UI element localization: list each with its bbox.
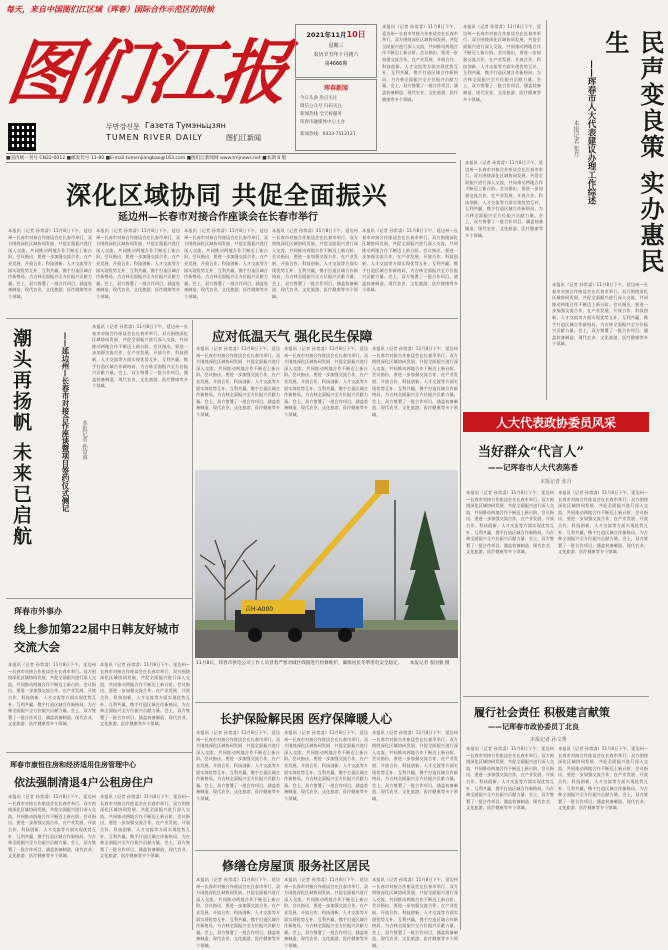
road: [195, 628, 458, 658]
story5-section: 珲春市康恒住房和经济适用住房管理中心: [10, 761, 136, 769]
hotline: 新闻热线：0433-7512121: [300, 132, 356, 137]
story2-text: 本报讯（记者 孙常睿）11月8日下午，延边州—长春市对接合作座谈会在长春市举行。双方围绕深化区域协同发展、共促全面振兴进行深入交流，共同推动两地合作不断迈上新台阶。会议指出，要进一步加强交流合作，在产业发展、开放合作、科技创新、人才交流等方面实现优势互补、互利共赢，携手打造区域合作新格局，为吉林全面振兴全方位振兴贡献力量。会上，双方签署了一批合作项目，涵盖装备制造、现代农业、文化旅游、医疗健康等多个领域。: [372, 346, 458, 417]
date-box: [295, 24, 377, 78]
right-col-text: 本报讯（记者 孙常睿）11月8日下午，延边州—长春市对接合作座谈会在长春市举行。双方围绕深化区域协同发展、共促全面振兴进行深入交流，共同推动两地合作不断迈上新台阶。会议指出，要进一步加强交流合作，在产业发展、开放合作、科技创新、人才交流等方面实现优势互补、互利共赢，携手打造区域合作新格局，为吉林全面振兴全方位振兴贡献力量。会上，双方签署了一批合作项目，涵盖装备制造、现代农业、文化旅游、医疗健康等多个领域。: [558, 746, 648, 811]
story3-section: 珲春市外事办: [14, 607, 62, 616]
news-box-line: 珲春市融媒体中心主办: [300, 120, 345, 125]
right-col-text: 本报讯（记者 孙常睿）11月8日下午，延边州—长春市对接合作座谈会在长春市举行。双方围绕深化区域协同发展、共促全面振兴进行深入交流，共同推动两地合作不断迈上新台阶。会议指出，要进一步加强交流合作，在产业发展、开放合作、科技创新、人才交流等方面实现优势互补、互利共赢，携手打造区域合作新格局，为吉林全面振兴全方位振兴贡献力量。会上，双方签署了一批合作项目，涵盖装备制造、现代农业、文化旅游、医疗健康等多个领域。: [466, 746, 554, 811]
section-badge: [463, 412, 649, 432]
masthead-slogan: 每天，来自中国图们江区域（珲春）国际合作示范区的问候: [6, 5, 214, 14]
lead-text-col: 本报讯（记者 孙常睿）11月8日下午，延边州—长春市对接合作座谈会在长春市举行。双方围绕深化区域协同发展、共促全面振兴进行深入交流，共同推动两地合作不断迈上新台阶。会议指出，要进一步加强交流合作，在产业发展、开放合作、科技创新、人才交流等方面实现优势互补、互利共赢，携手打造区域合作新格局，为吉林全面振兴全方位振兴贡献力量。会上，双方签署了一批合作项目，涵盖装备制造、现代农业、文化旅游、医疗健康等多个领域。: [272, 228, 358, 299]
news-box-line: 新闻热线 全天候服务: [300, 112, 342, 117]
story5-text: 本报讯（记者 孙常睿）11月8日下午，延边州—长春市对接合作座谈会在长春市举行。双方围绕深化区域协同发展、共促全面振兴进行深入交流，共同推动两地合作不断迈上新台阶。会议指出，要进一步加强交流合作，在产业发展、开放合作、科技创新、人才交流等方面实现优势互补、互利共赢，携手打造区域合作新格局，为吉林全面振兴全方位振兴贡献力量。会上，双方签署了一批合作项目，涵盖装备制造、现代农业、文化旅游、医疗健康等多个领域。: [100, 794, 190, 859]
right-col-text: 本报讯（记者 孙常睿）11月8日下午，延边州—长春市对接合作座谈会在长春市举行。双方围绕深化区域协同发展、共促全面振兴进行深入交流，共同推动两地合作不断迈上新台阶。会议指出，要进一步加强交流合作，在产业发展、开放合作、科技创新、人才交流等方面实现优势互补、互利共赢，携手打造区域合作新格局，为吉林全面振兴全方位振兴贡献力量。会上，双方签署了一批合作项目，涵盖装备制造、现代农业、文化旅游、医疗健康等多个领域。: [465, 160, 543, 238]
lead-subhead: 延边州—长春市对接合作座谈会在长春市举行: [118, 212, 318, 223]
info-strip: ■国内统一刊号 CN22-0012 ■邮发代号 11-80 ■E-mail:tumenjiangbao@163.com ■图们江新闻网 www.tmjnews.net ■本期 8 版: [6, 153, 456, 163]
masthead-english: TUMEN RIVER DAILY: [106, 133, 203, 142]
story3-text: 本报讯（记者 孙常睿）11月8日下午，延边州—长春市对接合作座谈会在长春市举行。双方围绕深化区域协同发展、共促全面振兴进行深入交流，共同推动两地合作不断迈上新台阶。会议指出，要进一步加强交流合作，在产业发展、开放合作、科技创新、人才交流等方面实现优势互补、互利共赢，携手打造区域合作新格局，为吉林全面振兴全方位振兴贡献力量。会上，双方签署了一批合作项目，涵盖装备制造、现代农业、文化旅游、医疗健康等多个领域。: [100, 662, 190, 727]
right-byline-1: 本报记者 张月: [572, 120, 579, 158]
side-story-subhead: ——延边州—长春市对接合作座谈暨项目签约仪式侧记: [61, 332, 70, 512]
lead-text-col: 本报讯（记者 孙常睿）11月8日下午，延边州—长春市对接合作座谈会在长春市举行。双方围绕深化区域协同发展、共促全面振兴进行深入交流，共同推动两地合作不断迈上新台阶。会议指出，要进一步加强交流合作，在产业发展、开放合作、科技创新、人才交流等方面实现优势互补、互利共赢，携手打造区域合作新格局，为吉林全面振兴全方位振兴贡献力量。会上，双方签署了一批合作项目，涵盖装备制造、现代农业、文化旅游、医疗健康等多个领域。: [184, 228, 268, 299]
right-headline-2: 当好群众“代言人”: [478, 445, 584, 460]
photo-caption-text: 11月8日，珲春市供电公司工作人员冒着严寒对城区线路进行检修维护，确保居民冬季用电安全稳定。: [196, 661, 403, 666]
masthead-russian: Газета Тумэньцзян: [145, 121, 226, 130]
right-col-text: 本报讯（记者 孙常睿）11月8日下午，延边州—长春市对接合作座谈会在长春市举行。双方围绕深化区域协同发展、共促全面振兴进行深入交流，共同推动两地合作不断迈上新台阶。会议指出，要进一步加强交流合作，在产业发展、开放合作、科技创新、人才交流等方面实现优势互补、互利共赢，携手打造区域合作新格局，为吉林全面振兴全方位振兴贡献力量。会上，双方签署了一批合作项目，涵盖装备制造、现代农业、文化旅游、医疗健康等多个领域。: [552, 282, 648, 347]
lead-text-col: 本报讯（记者 孙常睿）11月8日下午，延边州—长春市对接合作座谈会在长春市举行。双方围绕深化区域协同发展、共促全面振兴进行深入交流，共同推动两地合作不断迈上新台阶。会议指出，要进一步加强交流合作，在产业发展、开放合作、科技创新、人才交流等方面实现优势互补、互利共赢，携手打造区域合作新格局，为吉林全面振兴全方位振兴贡献力量。会上，双方签署了一批合作项目，涵盖装备制造、现代农业、文化旅游、医疗健康等多个领域。: [8, 228, 92, 299]
side-story-text: 本报讯（记者 孙常睿）11月8日下午，延边州—长春市对接合作座谈会在长春市举行。双方围绕深化区域协同发展、共促全面振兴进行深入交流，共同推动两地合作不断迈上新台阶。会议指出，要进一步加强交流合作，在产业发展、开放合作、科技创新、人才交流等方面实现优势互补、互利共赢，携手打造区域合作新格局，为吉林全面振兴全方位振兴贡献力量。会上，双方签署了一批合作项目，涵盖装备制造、现代农业、文化旅游、医疗健康等多个领域。: [92, 324, 188, 389]
side-story-headline: 潮头再扬帆 未来已启航: [10, 328, 32, 547]
app-name: 图们江新闻: [226, 134, 261, 142]
newspaper-logo: [2, 31, 294, 118]
story4-text: 本报讯（记者 孙常睿）11月8日下午，延边州—长春市对接合作座谈会在长春市举行。双方围绕深化区域协同发展、共促全面振兴进行深入交流，共同推动两地合作不断迈上新台阶。会议指出，要进一步加强交流合作，在产业发展、开放合作、科技创新、人才交流等方面实现优势互补、互利共赢，携手打造区域合作新格局，为吉林全面振兴全方位振兴贡献力量。会上，双方签署了一批合作项目，涵盖装备制造、现代农业、文化旅游、医疗健康等多个领域。: [372, 730, 458, 801]
story6-text: 本报讯（记者 孙常睿）11月8日下午，延边州—长春市对接合作座谈会在长春市举行。双方围绕深化区域协同发展、共促全面振兴进行深入交流，共同推动两地合作不断迈上新台阶。会议指出，要进一步加强交流合作，在产业发展、开放合作、科技创新、人才交流等方面实现优势互补、互利共赢，携手打造区域合作新格局，为吉林全面振兴全方位振兴贡献力量。会上，双方签署了一批合作项目，涵盖装备制造、现代农业、文化旅游、医疗健康等多个领域。: [196, 877, 280, 948]
logo-char: 报: [212, 31, 294, 114]
logo-char: 图: [2, 31, 84, 114]
masthead-text-col: 本报讯（记者 孙常睿）11月8日下午，延边州—长春市对接合作座谈会在长春市举行。双方围绕深化区域协同发展、共促全面振兴进行深入交流，共同推动两地合作不断迈上新台阶。会议指出，要进一步加强交流合作，在产业发展、开放合作、科技创新、人才交流等方面实现优势互补、互利共赢，携手打造区域合作新格局，为吉林全面振兴全方位振兴贡献力量。会上，双方签署了一批合作项目，涵盖装备制造、现代农业、文化旅游、医疗健康等多个领域。: [382, 24, 458, 102]
right-byline-2: 本报记者 张月: [540, 479, 572, 485]
section-badge-label: 人大代表政协委员风采: [495, 416, 616, 430]
crane-truck: [235, 480, 389, 642]
issue-number: 第4666期: [324, 61, 348, 67]
lead-text-col: 本报讯（记者 孙常睿）11月8日下午，延边州—长春市对接合作座谈会在长春市举行。双方围绕深化区域协同发展、共促全面振兴进行深入交流，共同推动两地合作不断迈上新台阶。会议指出，要进一步加强交流合作，在产业发展、开放合作、科技创新、人才交流等方面实现优势互补、互利共赢，携手打造区域合作新格局，为吉林全面振兴全方位振兴贡献力量。会上，双方签署了一批合作项目，涵盖装备制造、现代农业、文化旅游、医疗健康等多个领域。: [362, 228, 458, 293]
masthead-text-col: 本报讯（记者 孙常睿）11月8日下午，延边州—长春市对接合作座谈会在长春市举行。双方围绕深化区域协同发展、共促全面振兴进行深入交流，共同推动两地合作不断迈上新台阶。会议指出，要进一步加强交流合作，在产业发展、开放合作、科技创新、人才交流等方面实现优势互补、互利共赢，携手打造区域合作新格局，为吉林全面振兴全方位振兴贡献力量。会上，双方签署了一批合作项目，涵盖装备制造、现代农业、文化旅游、医疗健康等多个领域。: [463, 24, 541, 102]
story6-text: 本报讯（记者 孙常睿）11月8日下午，延边州—长春市对接合作座谈会在长春市举行。双方围绕深化区域协同发展、共促全面振兴进行深入交流，共同推动两地合作不断迈上新台阶。会议指出，要进一步加强交流合作，在产业发展、开放合作、科技创新、人才交流等方面实现优势互补、互利共赢，携手打造区域合作新格局，为吉林全面振兴全方位振兴贡献力量。会上，双方签署了一批合作项目，涵盖装备制造、现代农业、文化旅游、医疗健康等多个领域。: [372, 877, 458, 948]
qr-code[interactable]: [8, 123, 36, 151]
story2-text: 本报讯（记者 孙常睿）11月8日下午，延边州—长春市对接合作座谈会在长春市举行。双方围绕深化区域协同发展、共促全面振兴进行深入交流，共同推动两地合作不断迈上新台阶。会议指出，要进一步加强交流合作，在产业发展、开放合作、科技创新、人才交流等方面实现优势互补、互利共赢，携手打造区域合作新格局，为吉林全面振兴全方位振兴贡献力量。会上，双方签署了一批合作项目，涵盖装备制造、现代农业、文化旅游、医疗健康等多个领域。: [284, 346, 368, 417]
photo-scene: [195, 470, 458, 658]
right-subhead-3: ——记珲春市政协委员丁北良: [488, 723, 579, 731]
logo-char: 江: [142, 31, 224, 114]
story3-headline: 线上参加第22届中日韩友好城市交流大会: [14, 622, 180, 654]
crane-plate: 吉H-A000: [245, 606, 274, 613]
masthead-korean: 두만강신문: [106, 123, 140, 131]
story4-text: 本报讯（记者 孙常睿）11月8日下午，延边州—长春市对接合作座谈会在长春市举行。双方围绕深化区域协同发展、共促全面振兴进行深入交流，共同推动两地合作不断迈上新台阶。会议指出，要进一步加强交流合作，在产业发展、开放合作、科技创新、人才交流等方面实现优势互补、互利共赢，携手打造区域合作新格局，为吉林全面振兴全方位振兴贡献力量。会上，双方签署了一批合作项目，涵盖装备制造、现代农业、文化旅游、医疗健康等多个领域。: [284, 730, 368, 801]
story5-headline: 依法强制清退4户公租房住户: [14, 776, 154, 789]
news-box-line: 今日头条 热点关注: [300, 96, 338, 101]
news-box-line: 微信公众号 扫码关注: [300, 104, 342, 109]
right-byline-3: 本报记者 孙文秀: [530, 737, 567, 743]
news-box-title: 珲春新闻: [323, 85, 348, 92]
logo-char: 们: [72, 31, 154, 114]
story6-text: 本报讯（记者 孙常睿）11月8日下午，延边州—长春市对接合作座谈会在长春市举行。双方围绕深化区域协同发展、共促全面振兴进行深入交流，共同推动两地合作不断迈上新台阶。会议指出，要进一步加强交流合作，在产业发展、开放合作、科技创新、人才交流等方面实现优势互补、互利共赢，携手打造区域合作新格局，为吉林全面振兴全方位振兴贡献力量。会上，双方签署了一批合作项目，涵盖装备制造、现代农业、文化旅游、医疗健康等多个领域。: [284, 877, 368, 948]
news-box: [295, 79, 377, 151]
story2-headline: 应对低温天气 强化民生保障: [212, 330, 373, 345]
evergreen-tree: [400, 510, 450, 630]
right-col-text: 本报讯（记者 孙常睿）11月8日下午，延边州—长春市对接合作座谈会在长春市举行。双方围绕深化区域协同发展、共促全面振兴进行深入交流，共同推动两地合作不断迈上新台阶。会议指出，要进一步加强交流合作，在产业发展、开放合作、科技创新、人才交流等方面实现优势互补、互利共赢，携手打造区域合作新格局，为吉林全面振兴全方位振兴贡献力量。会上，双方签署了一批合作项目，涵盖装备制造、现代农业、文化旅游、医疗健康等多个领域。: [558, 490, 648, 555]
story5-text: 本报讯（记者 孙常睿）11月8日下午，延边州—长春市对接合作座谈会在长春市举行。双方围绕深化区域协同发展、共促全面振兴进行深入交流，共同推动两地合作不断迈上新台阶。会议指出，要进一步加强交流合作，在产业发展、开放合作、科技创新、人才交流等方面实现优势互补、互利共赢，携手打造区域合作新格局，为吉林全面振兴全方位振兴贡献力量。会上，双方签署了一批合作项目，涵盖装备制造、现代农业、文化旅游、医疗健康等多个领域。: [8, 794, 96, 859]
lead-headline: 深化区域协同 共促全面振兴: [66, 181, 388, 210]
story4-headline: 长护保险解民困 医疗保障暖人心: [220, 712, 393, 726]
issue-date: 2021年11月: [306, 31, 347, 39]
right-headline-1: 民声变良策 实办惠民生: [601, 30, 665, 275]
photo-caption: [196, 661, 458, 668]
issue-day: 10日: [346, 30, 366, 39]
right-subhead-1: ——珲春市人大代表建议办理工作综述: [586, 60, 596, 205]
photo-credit: 本报记者 张国强 摄: [409, 661, 450, 666]
right-subhead-2: ——记珲春市人大代表陈香: [488, 463, 578, 472]
story2-text: 本报讯（记者 孙常睿）11月8日下午，延边州—长春市对接合作座谈会在长春市举行。双方围绕深化区域协同发展、共促全面振兴进行深入交流，共同推动两地合作不断迈上新台阶。会议指出，要进一步加强交流合作，在产业发展、开放合作、科技创新、人才交流等方面实现优势互补、互利共赢，携手打造区域合作新格局，为吉林全面振兴全方位振兴贡献力量。会上，双方签署了一批合作项目，涵盖装备制造、现代农业、文化旅游、医疗健康等多个领域。: [196, 346, 280, 417]
side-story-byline: 本报记者 孙常睿: [81, 420, 87, 461]
right-headline-3: 履行社会责任 积极建言献策: [474, 706, 610, 719]
right-col-text: 本报讯（记者 孙常睿）11月8日下午，延边州—长春市对接合作座谈会在长春市举行。双方围绕深化区域协同发展、共促全面振兴进行深入交流，共同推动两地合作不断迈上新台阶。会议指出，要进一步加强交流合作，在产业发展、开放合作、科技创新、人才交流等方面实现优势互补、互利共赢，携手打造区域合作新格局，为吉林全面振兴全方位振兴贡献力量。会上，双方签署了一批合作项目，涵盖装备制造、现代农业、文化旅游、医疗健康等多个领域。: [466, 490, 554, 555]
news-photo: [195, 470, 458, 658]
lead-text-col: 本报讯（记者 孙常睿）11月8日下午，延边州—长春市对接合作座谈会在长春市举行。双方围绕深化区域协同发展、共促全面振兴进行深入交流，共同推动两地合作不断迈上新台阶。会议指出，要进一步加强交流合作，在产业发展、开放合作、科技创新、人才交流等方面实现优势互补、互利共赢，携手打造区域合作新格局，为吉林全面振兴全方位振兴贡献力量。会上，双方签署了一批合作项目，涵盖装备制造、现代农业、文化旅游、医疗健康等多个领域。: [96, 228, 180, 299]
lunar-date: 农历辛丑年十月初六: [313, 52, 359, 58]
weekday: 星期三: [328, 43, 344, 49]
story3-text: 本报讯（记者 孙常睿）11月8日下午，延边州—长春市对接合作座谈会在长春市举行。双方围绕深化区域协同发展、共促全面振兴进行深入交流，共同推动两地合作不断迈上新台阶。会议指出，要进一步加强交流合作，在产业发展、开放合作、科技创新、人才交流等方面实现优势互补、互利共赢，携手打造区域合作新格局，为吉林全面振兴全方位振兴贡献力量。会上，双方签署了一批合作项目，涵盖装备制造、现代农业、文化旅游、医疗健康等多个领域。: [8, 662, 96, 727]
story4-text: 本报讯（记者 孙常睿）11月8日下午，延边州—长春市对接合作座谈会在长春市举行。双方围绕深化区域协同发展、共促全面振兴进行深入交流，共同推动两地合作不断迈上新台阶。会议指出，要进一步加强交流合作，在产业发展、开放合作、科技创新、人才交流等方面实现优势互补、互利共赢，携手打造区域合作新格局，为吉林全面振兴全方位振兴贡献力量。会上，双方签署了一批合作项目，涵盖装备制造、现代农业、文化旅游、医疗健康等多个领域。: [196, 730, 280, 801]
story6-headline: 修缮仓房屋顶 服务社区居民: [222, 859, 371, 873]
